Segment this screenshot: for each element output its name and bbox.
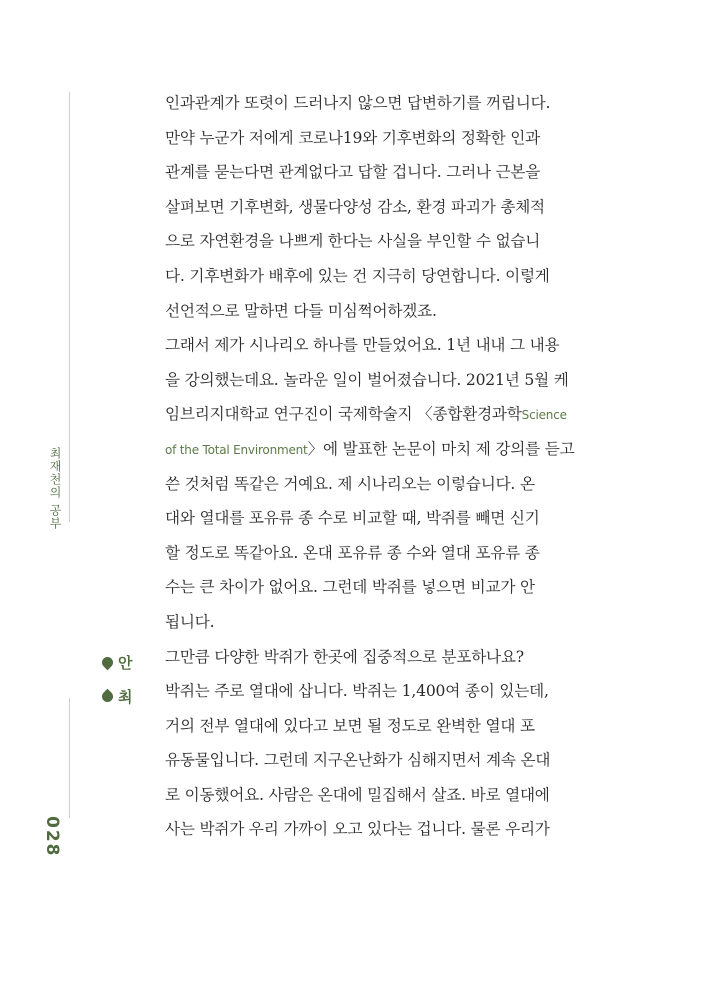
body-line: 으로 자연환경을 나쁘게 한다는 사실을 부인할 수 없습니 <box>165 232 541 251</box>
body-line: 로 이동했어요. 사람은 온대에 밀집해서 살죠. 바로 열대에 <box>165 785 550 804</box>
book-title-label: 최재천의 공부 <box>48 447 62 530</box>
body-line: 박쥐는 주로 열대에 삽니다. 박쥐는 1,400여 종이 있는데, <box>165 682 549 701</box>
margin-rule-top <box>69 92 70 522</box>
body-text <box>165 86 585 847</box>
body-line: 을 강의했는데요. 놀라운 일이 벌어졌습니다. 2021년 5월 케 <box>165 370 569 389</box>
body-line: 거의 전부 열대에 있다고 보면 될 정도로 완벽한 열대 포 <box>165 716 535 735</box>
question-line: 그만큼 다양한 박쥐가 한곳에 집중적으로 분포하나요? <box>165 647 524 666</box>
body-line: 됩니다. <box>165 612 215 631</box>
leaf-bullet-icon <box>100 689 116 705</box>
body-line-text: 〉에 발표한 논문이 마치 제 강의를 듣고 <box>307 439 575 458</box>
body-line <box>165 397 585 432</box>
journal-name-part2: of the Total Environment <box>165 442 308 457</box>
body-line: 대와 열대를 포유류 종 수로 비교할 때, 박쥐를 빼면 신기 <box>165 509 540 528</box>
body-line: 그래서 제가 시나리오 하나를 만들었어요. 1년 내내 그 내용 <box>165 336 560 355</box>
body-line: 선언적으로 말하면 다들 미심쩍어하겠죠. <box>165 301 437 320</box>
page-number: 028 <box>42 816 62 858</box>
body-line: 유동물입니다. 그런데 지구온난화가 심해지면서 계속 온대 <box>165 751 551 770</box>
leaf-bullet-icon <box>100 655 116 671</box>
body-line: 관계를 묻는다면 관계없다고 답할 겁니다. 그러나 근본을 <box>165 163 541 182</box>
body-line: 수는 큰 차이가 없어요. 그런데 박쥐를 넣으면 비교가 안 <box>165 578 535 597</box>
body-line: 만약 누군가 저에게 코로나19와 기후변화의 정확한 인과 <box>165 128 540 147</box>
body-line: 할 정도로 똑같아요. 온대 포유류 종 수와 열대 포유류 종 <box>165 543 540 562</box>
body-line: 쓴 것처럼 똑같은 거예요. 제 시나리오는 이렇습니다. 온 <box>165 474 535 493</box>
speaker-an-label: 안 <box>118 654 133 672</box>
journal-name-part1: Science <box>521 408 567 423</box>
speaker-an <box>102 652 133 673</box>
body-line <box>165 432 585 467</box>
body-line: 다. 기후변화가 배후에 있는 건 지극히 당연합니다. 이렇게 <box>165 266 550 285</box>
margin-rule-bottom <box>69 698 70 818</box>
speaker-choe-label: 최 <box>118 688 133 706</box>
speaker-choe <box>102 686 133 707</box>
body-line: 인과관계가 또렷이 드러나지 않으면 답변하기를 꺼립니다. <box>165 94 551 112</box>
body-line: 살펴보면 기후변화, 생물다양성 감소, 환경 파괴가 총체적 <box>165 197 545 216</box>
body-line: 사는 박쥐가 우리 가까이 오고 있다는 겁니다. 물론 우리가 <box>165 820 550 839</box>
body-line-text: 임브리지대학교 연구진이 국제학술지 〈종합환경과학 <box>165 405 522 424</box>
